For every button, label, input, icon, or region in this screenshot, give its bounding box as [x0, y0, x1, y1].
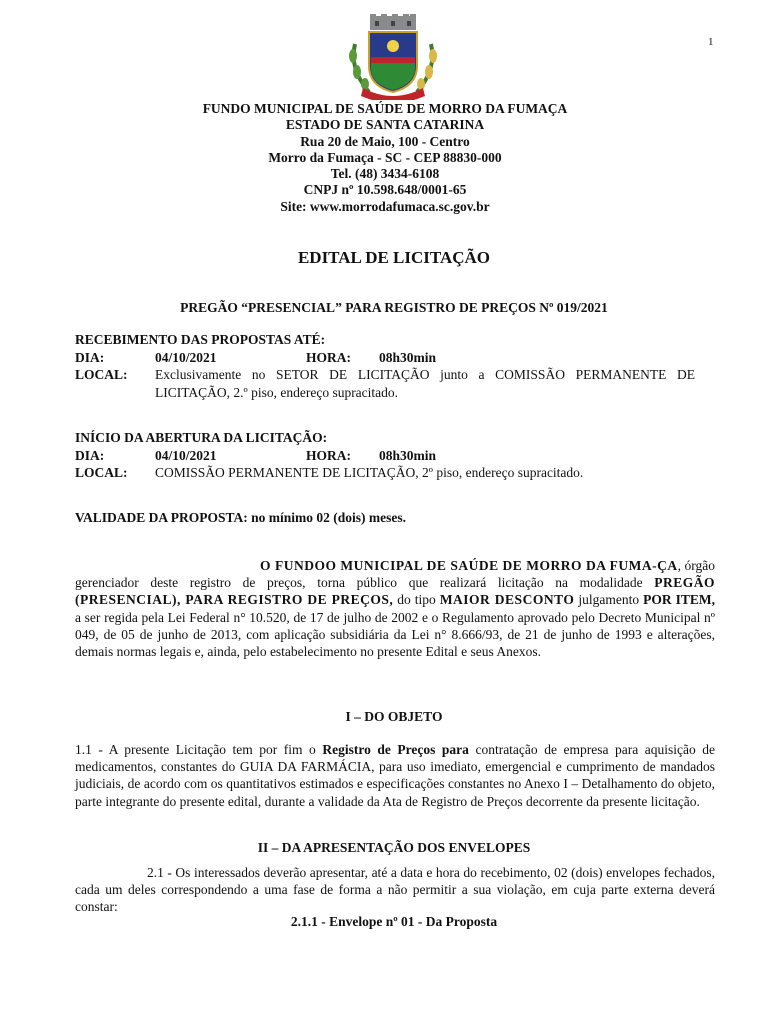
abertura-local-label: LOCAL: — [75, 465, 128, 480]
abertura-block — [75, 429, 715, 482]
section-2-subheading: 2.1.1 - Envelope nº 01 - Da Proposta — [290, 914, 498, 929]
intro-entity: O FUNDOO MUNICIPAL DE SAÚDE DE MORRO DA FUMA-ÇA — [260, 558, 678, 573]
header-phone: Tel. (48) 3434-6108 — [330, 166, 440, 182]
intro-type: MAIOR DESCONTO — [439, 592, 575, 608]
document-title: EDITAL DE LICITAÇÃO — [297, 248, 491, 267]
section-2-paragraph: 2.1 - Os interessados deverão apresentar, até a data e hora do recebimento, 02 (dois) envelopes fechados, cada um deles correspondendo a uma fase de forma a não permitir a sua violação, em cuja parte externa deverá constar: — [75, 865, 715, 915]
header-address: Rua 20 de Maio, 100 - Centro — [300, 133, 470, 149]
header-site: Site: www.morrodafumaca.sc.gov.br — [280, 198, 490, 214]
section-1-heading: I – DO OBJETO — [345, 709, 443, 724]
section-1-paragraph — [75, 741, 715, 810]
intro-item: POR ITEM, — [643, 592, 715, 608]
intro-text-1: , órgão gerenciador deste registro de preços, torna público que realizará licitação na modalidade — [75, 558, 715, 591]
recebimento-dia-label: DIA: — [75, 349, 105, 365]
abertura-dia-label: DIA: — [75, 447, 105, 463]
recebimento-hora-label: HORA: — [306, 349, 351, 365]
validade-line — [75, 509, 406, 527]
recebimento-dia: 04/10/2021 — [155, 349, 217, 365]
recebimento-hora: 08h30min — [379, 349, 437, 365]
abertura-local: COMISSÃO PERMANENTE DE LICITAÇÃO, 2º piso, endereço supracitado. — [155, 465, 584, 480]
document-subtitle: PREGÃO “PRESENCIAL” PARA REGISTRO DE PREÇOS Nº 019/2021 — [180, 300, 608, 315]
validade-label: VALIDADE DA PROPOSTA — [75, 510, 244, 525]
municipal-coat-of-arms-icon — [345, 14, 441, 100]
abertura-hora-label: HORA: — [306, 447, 351, 463]
section-2-heading: II – DA APRESENTAÇÃO DOS ENVELOPES — [257, 840, 531, 855]
section-1-bold: Registro de Preços para — [322, 742, 469, 757]
recebimento-local: Exclusivamente no SETOR DE LICITAÇÃO junto a COMISSÃO PERMANENTE DE LICITAÇÃO, 2.º piso, endereço supracitado. — [155, 367, 695, 400]
header-city: Morro da Fumaça - SC - CEP 88830-000 — [268, 149, 502, 165]
header-entity-name: FUNDO MUNICIPAL DE SAÚDE DE MORRO DA FUMAÇA — [202, 101, 568, 116]
header-state: ESTADO DE SANTA CATARINA — [285, 117, 485, 133]
recebimento-block — [75, 331, 715, 400]
document-header — [0, 101, 770, 215]
intro-text-4: a ser regida pela Lei Federal n° 10.520, de 17 de julho de 2002 e o Regulamento aprovado pelo Decreto Municipal nº 049, de 05 de junho de 2013, com aplicação subsidiária da Lei n° 8.666/93, de 21 de junho de 1993 e alterações, demais normas legais e, ainda, pelo estabelecimento no presente Edital e seus Anexos. — [75, 609, 715, 660]
intro-paragraph — [75, 557, 715, 660]
intro-text-2: do tipo — [393, 592, 440, 608]
abertura-heading: INÍCIO DA ABERTURA DA LICITAÇÃO: — [75, 430, 328, 445]
intro-modality: PREGÃO (PRESENCIAL), PARA REGISTRO DE PREÇOS, — [75, 575, 715, 608]
abertura-dia: 04/10/2021 — [155, 447, 217, 463]
abertura-hora: 08h30min — [379, 447, 437, 463]
section-1-text-2: contratação de empresa para aquisição de medicamentos, constantes do GUIA DA FARMÁCIA, para uso imediato, emergencial e cumprimento de mandados judiciais, de acordo com os quantitativos estimados e especificações constantes no Anexo I – Detalhamento do objeto, parte integrante do presente edital, durante a validade da Ata de Registro de Preços decorrente da presente licitação. — [75, 742, 715, 809]
recebimento-heading: RECEBIMENTO DAS PROPOSTAS ATÉ: — [75, 332, 326, 347]
validade-text: : no mínimo 02 (dois) meses. — [243, 510, 407, 525]
page-number: 1 — [708, 36, 714, 48]
intro-text-3: julgamento — [574, 592, 644, 608]
recebimento-local-label: LOCAL: — [75, 367, 128, 382]
header-cnpj: CNPJ nº 10.598.648/0001-65 — [303, 182, 467, 198]
section-1-text-1: 1.1 - A presente Licitação tem por fim o — [75, 742, 323, 757]
